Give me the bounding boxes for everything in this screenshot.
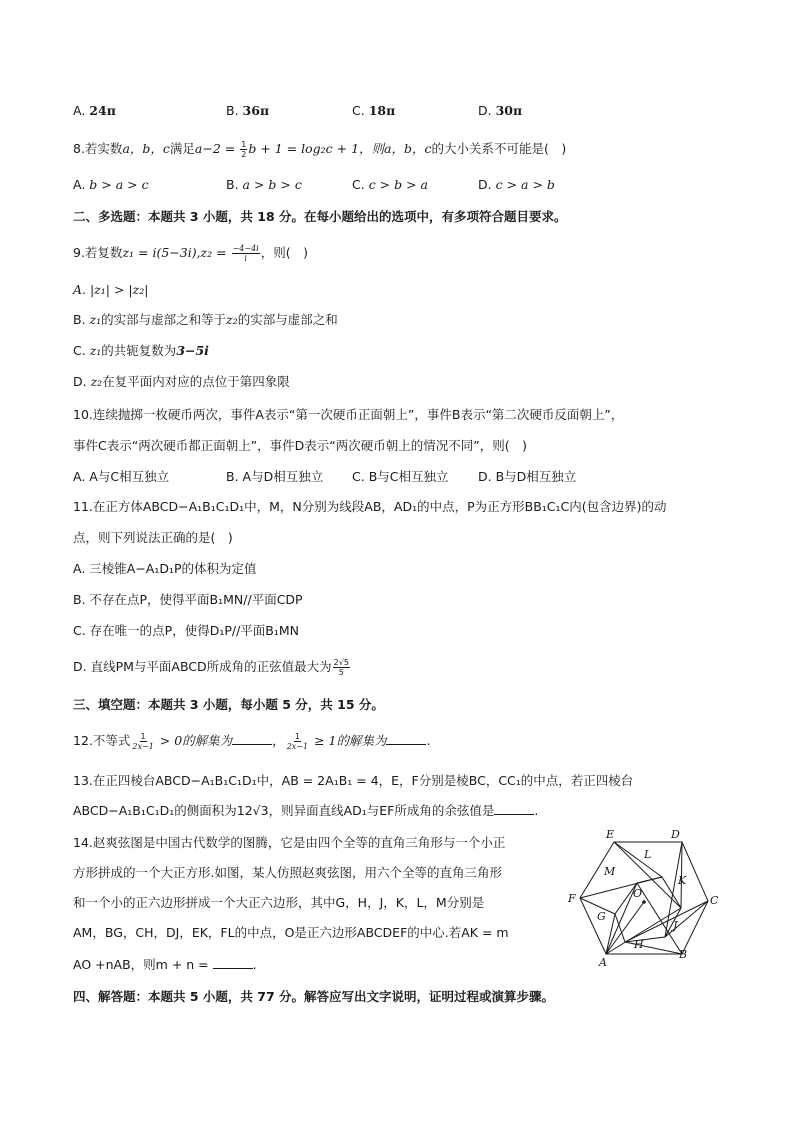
- q7-option-b: B. 36π: [226, 103, 270, 118]
- q9-stem: 9.若复数z₁ = i(5−3i),z₂ = $\frac{-4-4i}{i}$ ，则( ): [73, 244, 309, 263]
- q8-fraction: $\frac{1}{2}$: [241, 140, 247, 159]
- q7-option-a: A. 24π: [73, 103, 116, 118]
- q10-stem-line1: 10.连续抛掷一枚硬币两次，事件A表示“第一次硬币正面朝上”，事件B表示“第二次硬币反面朝上”，: [73, 407, 624, 422]
- label-j: J: [673, 919, 678, 932]
- q14-answer-blank[interactable]: [213, 956, 253, 969]
- label-g: G: [597, 910, 606, 923]
- q14-stem-line5: AO +nAB，则m + n = .: [73, 957, 257, 972]
- section-heading-multiple-choice: 二、多选题：本题共 3 小题，共 18 分。在每小题给出的选项中，有多项符合题目要求。: [73, 209, 567, 224]
- q12-answer-blank-2[interactable]: [386, 732, 426, 745]
- q12-stem: 12.不等式 $\frac{1}{2x-1}$ > 0的解集为 ， $\frac{1}{2x-1}$ ≥ 1的解集为 .: [73, 732, 431, 751]
- segment-le: [614, 842, 662, 877]
- q8-option-a: A. b > a > c: [73, 177, 149, 192]
- q10-option-b: B. A与D相互独立: [226, 469, 324, 484]
- q9-option-c: C. z₁的共轭复数为3−5i: [73, 343, 209, 358]
- q11-d-fraction: $\frac{2√5}{5}$: [333, 658, 349, 677]
- segment-fl: [580, 877, 662, 898]
- q9-option-b: B. z₁的实部与虚部之和等于z₂的实部与虚部之和: [73, 312, 338, 327]
- q9-fraction: $\frac{-4-4i}{i}$: [232, 244, 259, 263]
- q14-stem-line2: 方形拼成的一个大正方形.如图，某人仿照赵爽弦图，用六个全等的直角三角形: [73, 865, 502, 880]
- q11-stem-line2: 点，则下列说法正确的是( ): [73, 530, 233, 545]
- q11-option-a: A. 三棱锥A−A₁D₁P的体积为定值: [73, 561, 257, 576]
- q12-fraction-2: $\frac{1}{2x-1}$: [286, 732, 309, 751]
- q14-stem-line1: 14.赵爽弦图是中国古代数学的图腾，它是由四个全等的直角三角形与一个小正: [73, 835, 506, 850]
- q13-answer-blank[interactable]: [494, 802, 534, 815]
- q12-answer-blank-1[interactable]: [232, 732, 272, 745]
- q9-option-d: D. z₂在复平面内对应的点位于第四象限: [73, 374, 290, 389]
- label-e: E: [606, 828, 615, 841]
- q9-option-a: A. |z₁| > |z₂|: [73, 282, 149, 297]
- q10-option-d: D. B与D相互独立: [478, 469, 577, 484]
- label-o: O: [633, 887, 643, 900]
- label-d: D: [671, 828, 680, 841]
- label-b: B: [679, 948, 688, 961]
- section-heading-solutions: 四、解答题：本题共 5 小题，共 77 分。解答应写出文字说明，证明过程或演算步骤。: [73, 989, 555, 1004]
- q10-option-a: A. A与C相互独立: [73, 469, 170, 484]
- q10-stem-line2: 事件C表示“两次硬币都正面朝上”，事件D表示“两次硬币朝上的情况不同”，则( ): [73, 438, 528, 453]
- q10-option-c: C. B与C相互独立: [352, 469, 449, 484]
- label-h: H: [634, 938, 644, 951]
- label-a: A: [599, 956, 607, 969]
- q13-stem-line2: ABCD−A₁B₁C₁D₁的侧面积为12√3，则异面直线AD₁与EF所成角的余弦值是 .: [73, 803, 539, 818]
- q7-option-c: C. 18π: [352, 103, 396, 118]
- q11-stem-line1: 11.在正方体ABCD−A₁B₁C₁D₁中，M，N分别为线段AB，AD₁的中点，P为正方形BB₁C₁C内(包含边界)的动: [73, 499, 667, 514]
- q13-stem-line1: 13.在正四棱台ABCD−A₁B₁C₁D₁中，AB = 2A₁B₁ = 4，E，F分别是棱BC，CC₁的中点，若正四棱台: [73, 773, 634, 788]
- q14-stem-line3: 和一个小的正六边形拼成一个大正六边形，其中G，H，J，K，L，M分别是: [73, 895, 485, 910]
- q14-stem-line4: AM，BG，CH，DJ，EK，FL的中点，O是正六边形ABCDEF的中心.若AK = m: [73, 925, 509, 940]
- q7-option-d: D. 30π: [478, 103, 523, 118]
- center-point-o: [642, 900, 646, 904]
- label-k: K: [678, 874, 687, 887]
- hexagon-figure: [564, 826, 724, 970]
- q8-option-b: B. a > b > c: [226, 177, 302, 192]
- label-m: M: [604, 865, 616, 878]
- q11-option-b: B. 不存在点P，使得平面B₁MN//平面CDP: [73, 592, 303, 607]
- q8-stem: 8.若实数a，b，c满足a−2 = $\frac{1}{2}$ b + 1 = log₂c + 1，则a，b，c的大小关系不可能是( ): [73, 140, 567, 159]
- q8-option-d: D. c > a > b: [478, 177, 555, 192]
- q8-option-c: C. c > b > a: [352, 177, 428, 192]
- label-f: F: [568, 892, 576, 905]
- label-c: C: [710, 894, 719, 907]
- section-heading-fill-in: 三、填空题：本题共 3 小题，每小题 5 分，共 15 分。: [73, 697, 384, 712]
- q12-fraction-1: $\frac{1}{2x-1}$: [132, 732, 154, 751]
- q11-option-d: D. 直线PM与平面ABCD所成角的正弦值最大为 $\frac{2√5}{5}$: [73, 658, 349, 677]
- q11-option-c: C. 存在唯一的点P，使得D₁P//平面B₁MN: [73, 623, 300, 638]
- label-l: L: [644, 848, 652, 861]
